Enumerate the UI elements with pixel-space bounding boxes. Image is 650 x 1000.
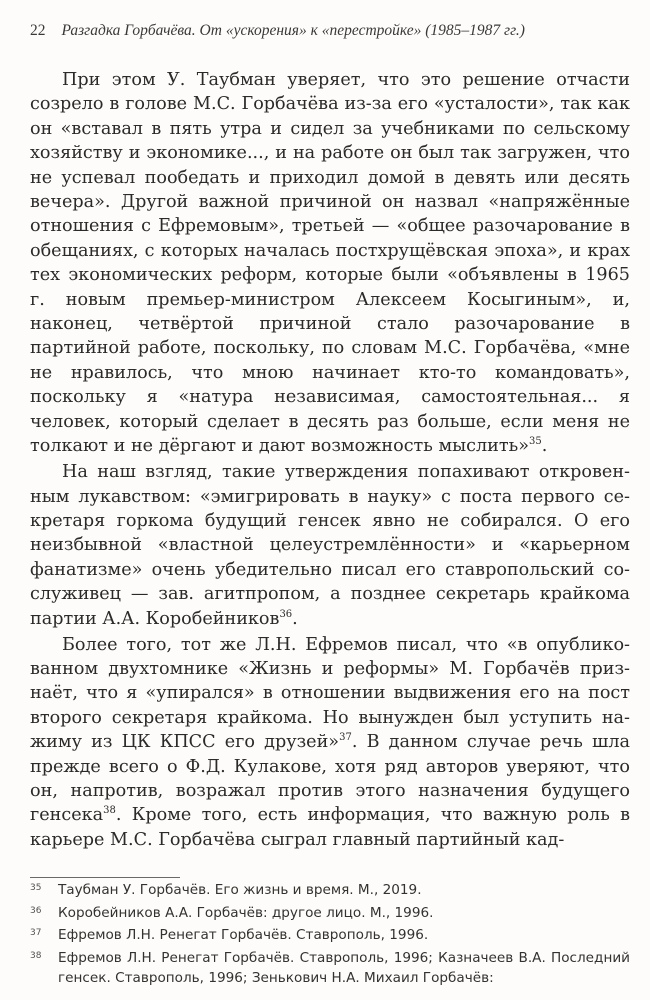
footnote-text: Таубман У. Горбачёв. Его жизнь и время. М., 2019. — [58, 882, 422, 898]
paragraph-1: При этом У. Таубман уверяет, что это решение отчасти созрело в голове М.С. Горбачёва из-за его «усталости», так как он «вставал в пять утра и сидел за учебниками по сельскому хозяйству и экономике..., и на работе он был так загружен, что не успевал пообедать и приходил домой в девять или десять вечера». Другой важной причиной он назвал «напряжённые отношения с Ефремовым», третьей — «общее разочарование в обещаниях, с которых началась постхрущёвская эпоха», и крах тех экономических реформ, которые были «объявлены в 1965 г. новым премьер-министром Алексеем Косыгиным», и, наконец, четвёртой причиной стало разочарование в партийной работе, поскольку, по словам М.С. Горбачёва, «мне не нравилось, что мною начинает кто-то командовать», поскольку я «натура независимая, самостоятельная... я человек, который сделает в десять раз больше, если меня не толкают и не дёргают и дают возможность мыслить»$^{35}$. — [30, 70, 630, 457]
footnote-38 — [30, 948, 630, 988]
footnote-ref-38[interactable]: 38 — [103, 805, 116, 817]
footnote-number: 35 — [30, 883, 42, 893]
paragraph-1-text: При этом У. Таубман уверяет, что это решение отчасти созрело в голове М.С. Горбачёва из-за его «усталости», так как он «вставал в пять утра и сидел за учебниками по сельскому хозяйству и экономике..., и на работе он был так загружен, что не успевал пообедать и приходил домой в девять или десять вечера». Другой важной причиной он назвал «напряжённые отношения с Ефремовым», третьей — «общее разочарование в обещаниях, с которых началась постхрущёвская эпоха», и крах тех экономических реформ, которые были «объявлены в 1965 г. новым премьер-министром Алексеем Косыгиным», и, наконец, четвёртой причиной стало разочарование в партийной работе, поскольку, по словам М.С. Горбачёва, «мне не нравилось, что мною начинает кто-то командовать», поскольку я «натура независимая, самостоятельная... я человек, который сделает в десять раз больше, если меня не толкают и не дёргают и дают возможность мыслить» — [30, 70, 630, 457]
footnote-text: Ефремов Л.Н. Ренегат Горбачёв. Ставрополь, 1996. — [58, 927, 429, 943]
footnote-35 — [30, 880, 630, 902]
footnotes — [30, 880, 630, 988]
paragraph-2: На наш взгляд, такие утверждения попахивают откровенным лукавством: «эмигрировать в науку» с поста первого секретаря горкома будущий генсек явно не собирался. О его неизбывной «властной целеустремлённости» и «карьерном фанатизме» очень убедительно писал его ставропольский сослуживец — зав. агитпропом, а позднее секретарь крайкома партии А.А. Коробейников$^{36}$. — [30, 462, 630, 629]
footnote-36 — [30, 903, 630, 925]
footnote-text: Ефремов Л.Н. Ренегат Горбачёв. Ставрополь, 1996; Казначеев В.А. Последний генсек. Ставрополь, 1996; Зенькович Н.А. Михаил Горбачёв: — [58, 949, 630, 986]
footnote-ref-36[interactable]: 36 — [279, 608, 293, 620]
paragraph-3-text-c: . Кроме того, есть информация, что важную роль в карьере М.С. Горбачёва сыграл главный партийный кад- — [30, 805, 630, 850]
footnote-ref-35[interactable]: 35 — [528, 436, 542, 448]
footnote-ref-37[interactable]: 37 — [339, 732, 352, 744]
footnote-37 — [30, 925, 630, 947]
footnote-number: 38 — [30, 950, 42, 961]
paragraph-3 — [30, 633, 630, 853]
body-text — [30, 68, 630, 854]
footnote-number: 37 — [30, 928, 42, 938]
footnote-text: Коробейников А.А. Горбачёв: другое лицо. М., 1996. — [58, 904, 434, 921]
page-number: 22 — [30, 22, 46, 39]
running-title: Разгадка Горбачёва. От «ускорения» к «перестройке» (1985–1987 гг.) — [61, 22, 525, 39]
paragraph-3-text-b: . В данном случае речь шла прежде всего о Ф.Д. Кулакове, хотя ряд авторов уверяют, что он, напротив, возражал против этого назначения будущего генсека — [30, 732, 630, 826]
running-head — [30, 22, 628, 40]
footnote-number: 36 — [30, 905, 42, 916]
paragraph-2-text: На наш взгляд, такие утверждения попахивают откровенным лукавством: «эмигрировать в науку» с поста первого секретаря горкома будущий генсек явно не собирался. О его неизбывной «властной целеустремлённости» и «карьерном фанатизме» очень убедительно писал его ставропольский сослуживец — зав. агитпропом, а позднее секретарь крайкома партии А.А. Коробейников — [30, 462, 630, 629]
paragraph-3-text-a: Более того, тот же Л.Н. Ефремов писал, что «в опубликованном двухтомнике «Жизнь и реформы» М. Горбачёв признаёт, что я «упирался» в отношении выдвижения его на пост второго секретаря крайкома. Но вынужден был уступить нажиму из ЦК КПСС его друзей» — [30, 634, 630, 753]
